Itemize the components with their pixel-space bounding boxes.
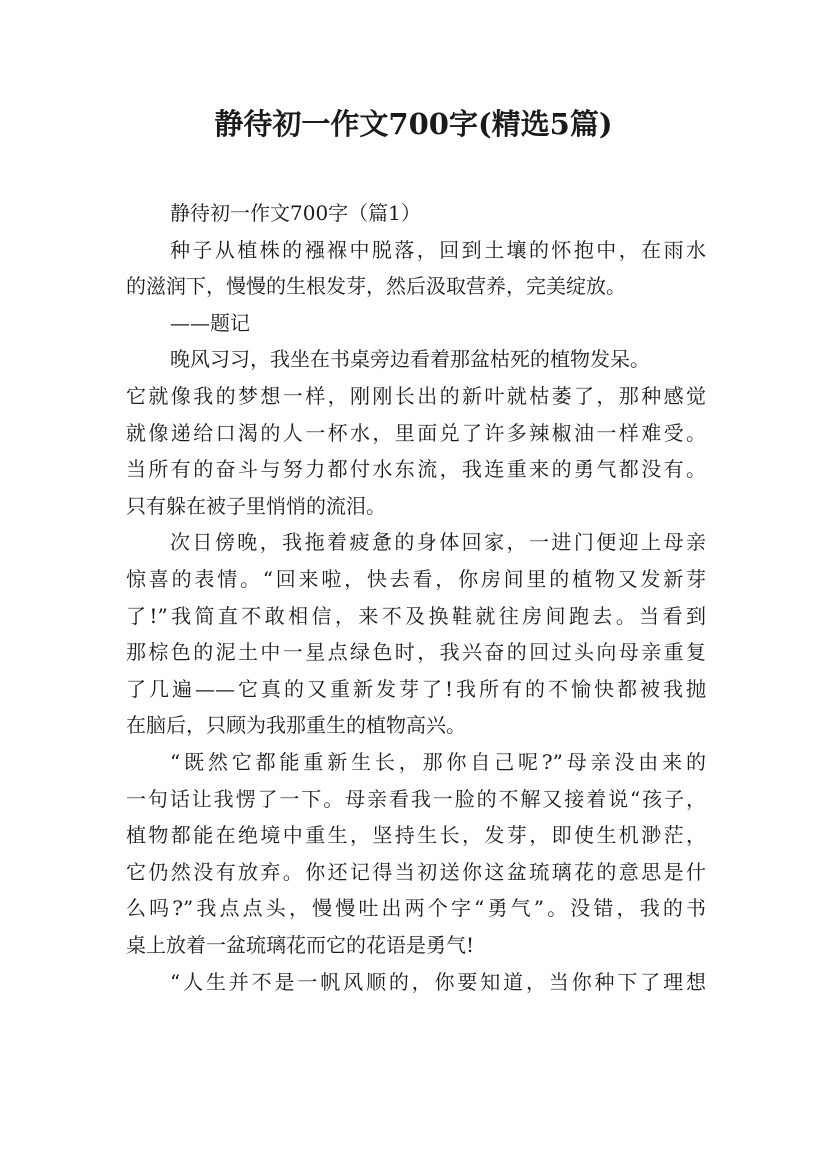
paragraph-line: 一句话让我愣了一下。母亲看我一脸的不解又接着说“孩子， <box>126 787 706 811</box>
paragraph-line: “既然它都能重新生长，那你自己呢?”母亲没由来的 <box>170 750 706 774</box>
paragraph-line: 的滋润下，慢慢的生根发芽，然后汲取营养，完美绽放。 <box>126 274 626 298</box>
paragraph-line: 植物都能在绝境中重生，坚持生长，发芽，即使生机渺茫， <box>126 823 706 847</box>
paragraph-line: 就像递给口渴的人一杯水，里面兑了许多辣椒油一样难受。 <box>126 421 706 445</box>
paragraph-line: 次日傍晚，我拖着疲惫的身体回家，一进门便迎上母亲 <box>170 530 706 554</box>
paragraph-line: 它仍然没有放弃。你还记得当初送你这盆琉璃花的意思是什 <box>126 860 706 884</box>
paragraph-line: 晚风习习，我坐在书桌旁边看着那盆枯死的植物发呆。 <box>170 347 650 371</box>
paragraph-line: 那棕色的泥土中一星点绿色时，我兴奋的回过头向母亲重复 <box>126 640 706 664</box>
paragraph-line: 了几遍——它真的又重新发芽了!我所有的不愉快都被我抛 <box>126 677 706 701</box>
paragraph-line: “人生并不是一帆风顺的，你要知道，当你种下了理想 <box>170 970 706 994</box>
paragraph-line: 桌上放着一盆琉璃花而它的花语是勇气! <box>126 933 475 957</box>
paragraph-line: 了!”我简直不敢相信，来不及换鞋就往房间跑去。当看到 <box>126 604 706 628</box>
paragraph-line: 当所有的奋斗与努力都付水东流，我连重来的勇气都没有。 <box>126 457 706 481</box>
paragraph-line: 它就像我的梦想一样，刚刚长出的新叶就枯萎了，那种感觉 <box>126 384 706 408</box>
paragraph-line: 静待初一作文700字（篇1） <box>170 201 421 225</box>
document-title: 静待初一作文700字(精选5篇) <box>214 107 613 141</box>
paragraph-line: ——题记 <box>170 311 250 335</box>
paragraph-line: 么吗?”我点点头，慢慢吐出两个字“勇气”。没错，我的书 <box>126 896 706 920</box>
paragraph-line: 种子从植株的襁褓中脱落，回到土壤的怀抱中，在雨水 <box>170 238 706 262</box>
paragraph-line: 在脑后，只顾为我那重生的植物高兴。 <box>126 713 466 737</box>
paragraph-line: 惊喜的表情。“回来啦，快去看，你房间里的植物又发新芽 <box>126 567 706 591</box>
paragraph-line: 只有躲在被子里悄悄的流泪。 <box>126 494 386 518</box>
